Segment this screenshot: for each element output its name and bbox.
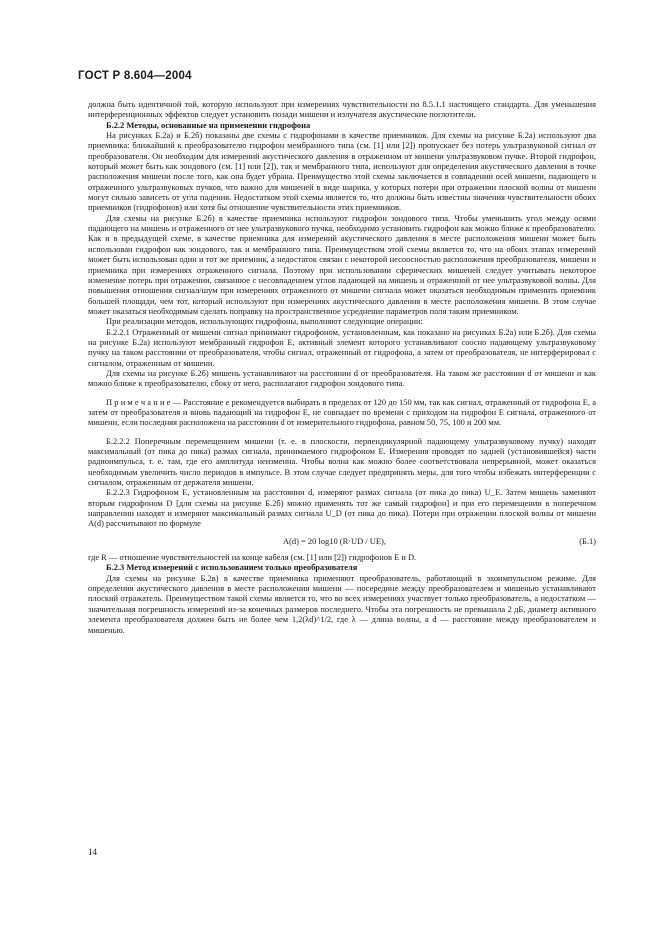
paragraph: Б.2.2.3 Гидрофоном E, установленным на расстоянии d, измеряют размах сигнала (от пика до пика) U_E. Затем мишень заменяют вторым гидрофоном D [для схемы на рисунке Б.2б) можно применять тот же самый гидрофон] и при его перемещении в поперечном направлении находят и измеряют максимальный размах сигнала U_D (от пика до пика). Потери при отражении плоской волны от мишени A(d) рассчитывают по формуле <box>88 487 596 529</box>
paragraph: Для схемы на рисунке Б.2б) в качестве приемника используют гидрофон зондового типа. Чтобы уменьшить угол между осями падающего на мишень и отраженного от нее ультразвукового пучка, необходимо установить гидрофон как можно ближе к преобразователю. Как и в предыдущей схеме, в качестве приемника для измерений акустического давления в месте расположения мишени может быть использован гидрофон как зондового, так и мембранного типа. Преимуществом этой схемы является то, что на обоих этапах измерений может быть использован один и тот же приемник, а недостаток связан с некоторой несоосностью расположения преобразователя, мишени и приемника при измерениях отраженного сигнала. Поэтому при использовании сферических мишеней следует учитывать некоторое изменение потерь при отражении, связанное с несовпадением углов падающей на мишень и отраженной от нее ультразвуковой волны. Для повышения отношения сигнал/шум при измерениях отраженного от мишени сигнала может оказаться необходимым применить приемник большей площади, чем тот, который используют при измерениях акустического давления в месте расположения мишени. В этом случае может оказаться необходимым сделать поправку на пространственное усреднение параметров поля таким приемником. <box>88 212 596 316</box>
paragraph: Для схемы на рисунке Б.2в) в качестве приемника применяют преобразователь, работающий в эхоимпульсном режиме. Для определения акустического давления в месте расположения мишени — посередине между преобразователем и мишенью устанавливают плоский отражатель. Преимуществом такой схемы является то, что во всех измерениях участвует только преобразователь, а недостатком — значительная погрешность измерений из-за конечных размеров последнего. Чтобы эта погрешность не превышала 2 дБ, диаметр активного элемента преобразователя должен быть не более чем 1,2(λd)^1/2, где λ — длина волны, а d — расстояние между преобразователем и мишенью. <box>88 572 596 635</box>
note: П р и м е ч а н и е — Расстояние e рекомендуется выбирать в пределах от 120 до 150 мм, так как сигнал, отраженный от гидрофона E, а затем от преобразователя и вновь падающий на гидрофон E, не совпадает по времени с приходом на гидрофон E сигнала, отраженного от мишени, если последняя расположена на расстоянии d от измерительного гидрофона, равном 50, 75, 100 и 200 мм. <box>88 396 596 428</box>
section-heading-b22: Б.2.2 Методы, основанные на применении гидрофона <box>106 119 311 130</box>
formula-b1 <box>88 536 596 546</box>
page-body <box>88 99 596 635</box>
paragraph: должна быть идентичной той, которую используют при измерениях чувствительности по 8.5.1.1 настоящего стандарта. Для уменьшения интерференционных эффектов следует установить позади мишени и излучателя акустические поглотители. <box>88 99 596 120</box>
formula-expression: A(d) = 20 log10 (R·UD / UE), <box>283 535 386 546</box>
document-header: ГОСТ Р 8.604—2004 <box>78 70 192 82</box>
paragraph: Б.2.2.1 Отраженный от мишени сигнал принимают гидрофоном, установленным, как показано на рисунках Б.2а) или Б.2б). Для схемы на рисунке Б.2а) используют мембранный гидрофон E, активный элемент которого устанавливают соосно падающему ультразвуковому пучку на таком расстоянии от преобразователя, чтобы сигнал, отраженный от гидрофона, а затем от преобразователя, не интерферировал с сигналом, отраженным от мишени. <box>88 326 596 368</box>
page-number: 14 <box>88 847 97 857</box>
paragraph: Б.2.2.2 Поперечным перемещением мишени (т. е. в плоскости, перпендикулярной падающему ультразвуковому пучку) находят максимальный (от пика до пика) размах сигнала, принимаемого гидрофоном E. Измерения проводят по задней (установившейся) части радиоимпульса, т. е. там, где его амплитуда неизменна. Чтобы волна как можно более соответствовала непрерывной, может оказаться необходимым увеличить число периодов в импульсе. В этом случае следует предпринять меры, для того чтобы избежать интерференции с сигналом, отраженным от держателя мишени. <box>88 435 596 488</box>
paragraph: При реализации методов, использующих гидрофоны, выполняют следующие операции: <box>106 316 423 327</box>
section-heading-b23: Б.2.3 Метод измерений с использованием только преобразователя <box>106 562 358 573</box>
paragraph: На рисунках Б.2а) и Б.2б) показаны две схемы с гидрофонами в качестве приемников. Для схемы на рисунке Б.2а) используют два приемника: ближайший к преобразователю гидрофон мембранного типа (см. [1] или [2]) пропускает без потерь ультразвуковой сигнал от преобразователя. Он необходим для измерений акустического давления в отраженном от мишени ультразвуковом пучке. Второй гидрофон, который может быть как зондового (см. [1] или [2]), так и мембранного типа, используют для определения акустического давления в точке расположения мишени после того, как она будет убрана. Преимущество этой схемы заключается в совпадении осей мишени, падающего и отраженного ультразвуковых пучков, что важно для мишеней в виде шарика, у которых потери при отражении плоской волны от мишени могут сильно зависеть от угла падения. Недостатком этой схемы является то, что должны быть известны значения чувствительности обоих приемников (гидрофонов) или хотя бы отношение чувствительности этих приемников. <box>88 130 596 213</box>
paragraph: где R — отношение чувствительностей на конце кабеля (см. [1] или [2]) гидрофонов E и D. <box>88 552 417 563</box>
paragraph: Для схемы на рисунке Б.2б) мишень устанавливают на расстоянии d от преобразователя. На таком же расстоянии d от мишени и как можно ближе к преобразователю, сбоку от него, располагают гидрофон зондового типа. <box>88 367 596 389</box>
formula-number: (Б.1) <box>579 535 596 546</box>
